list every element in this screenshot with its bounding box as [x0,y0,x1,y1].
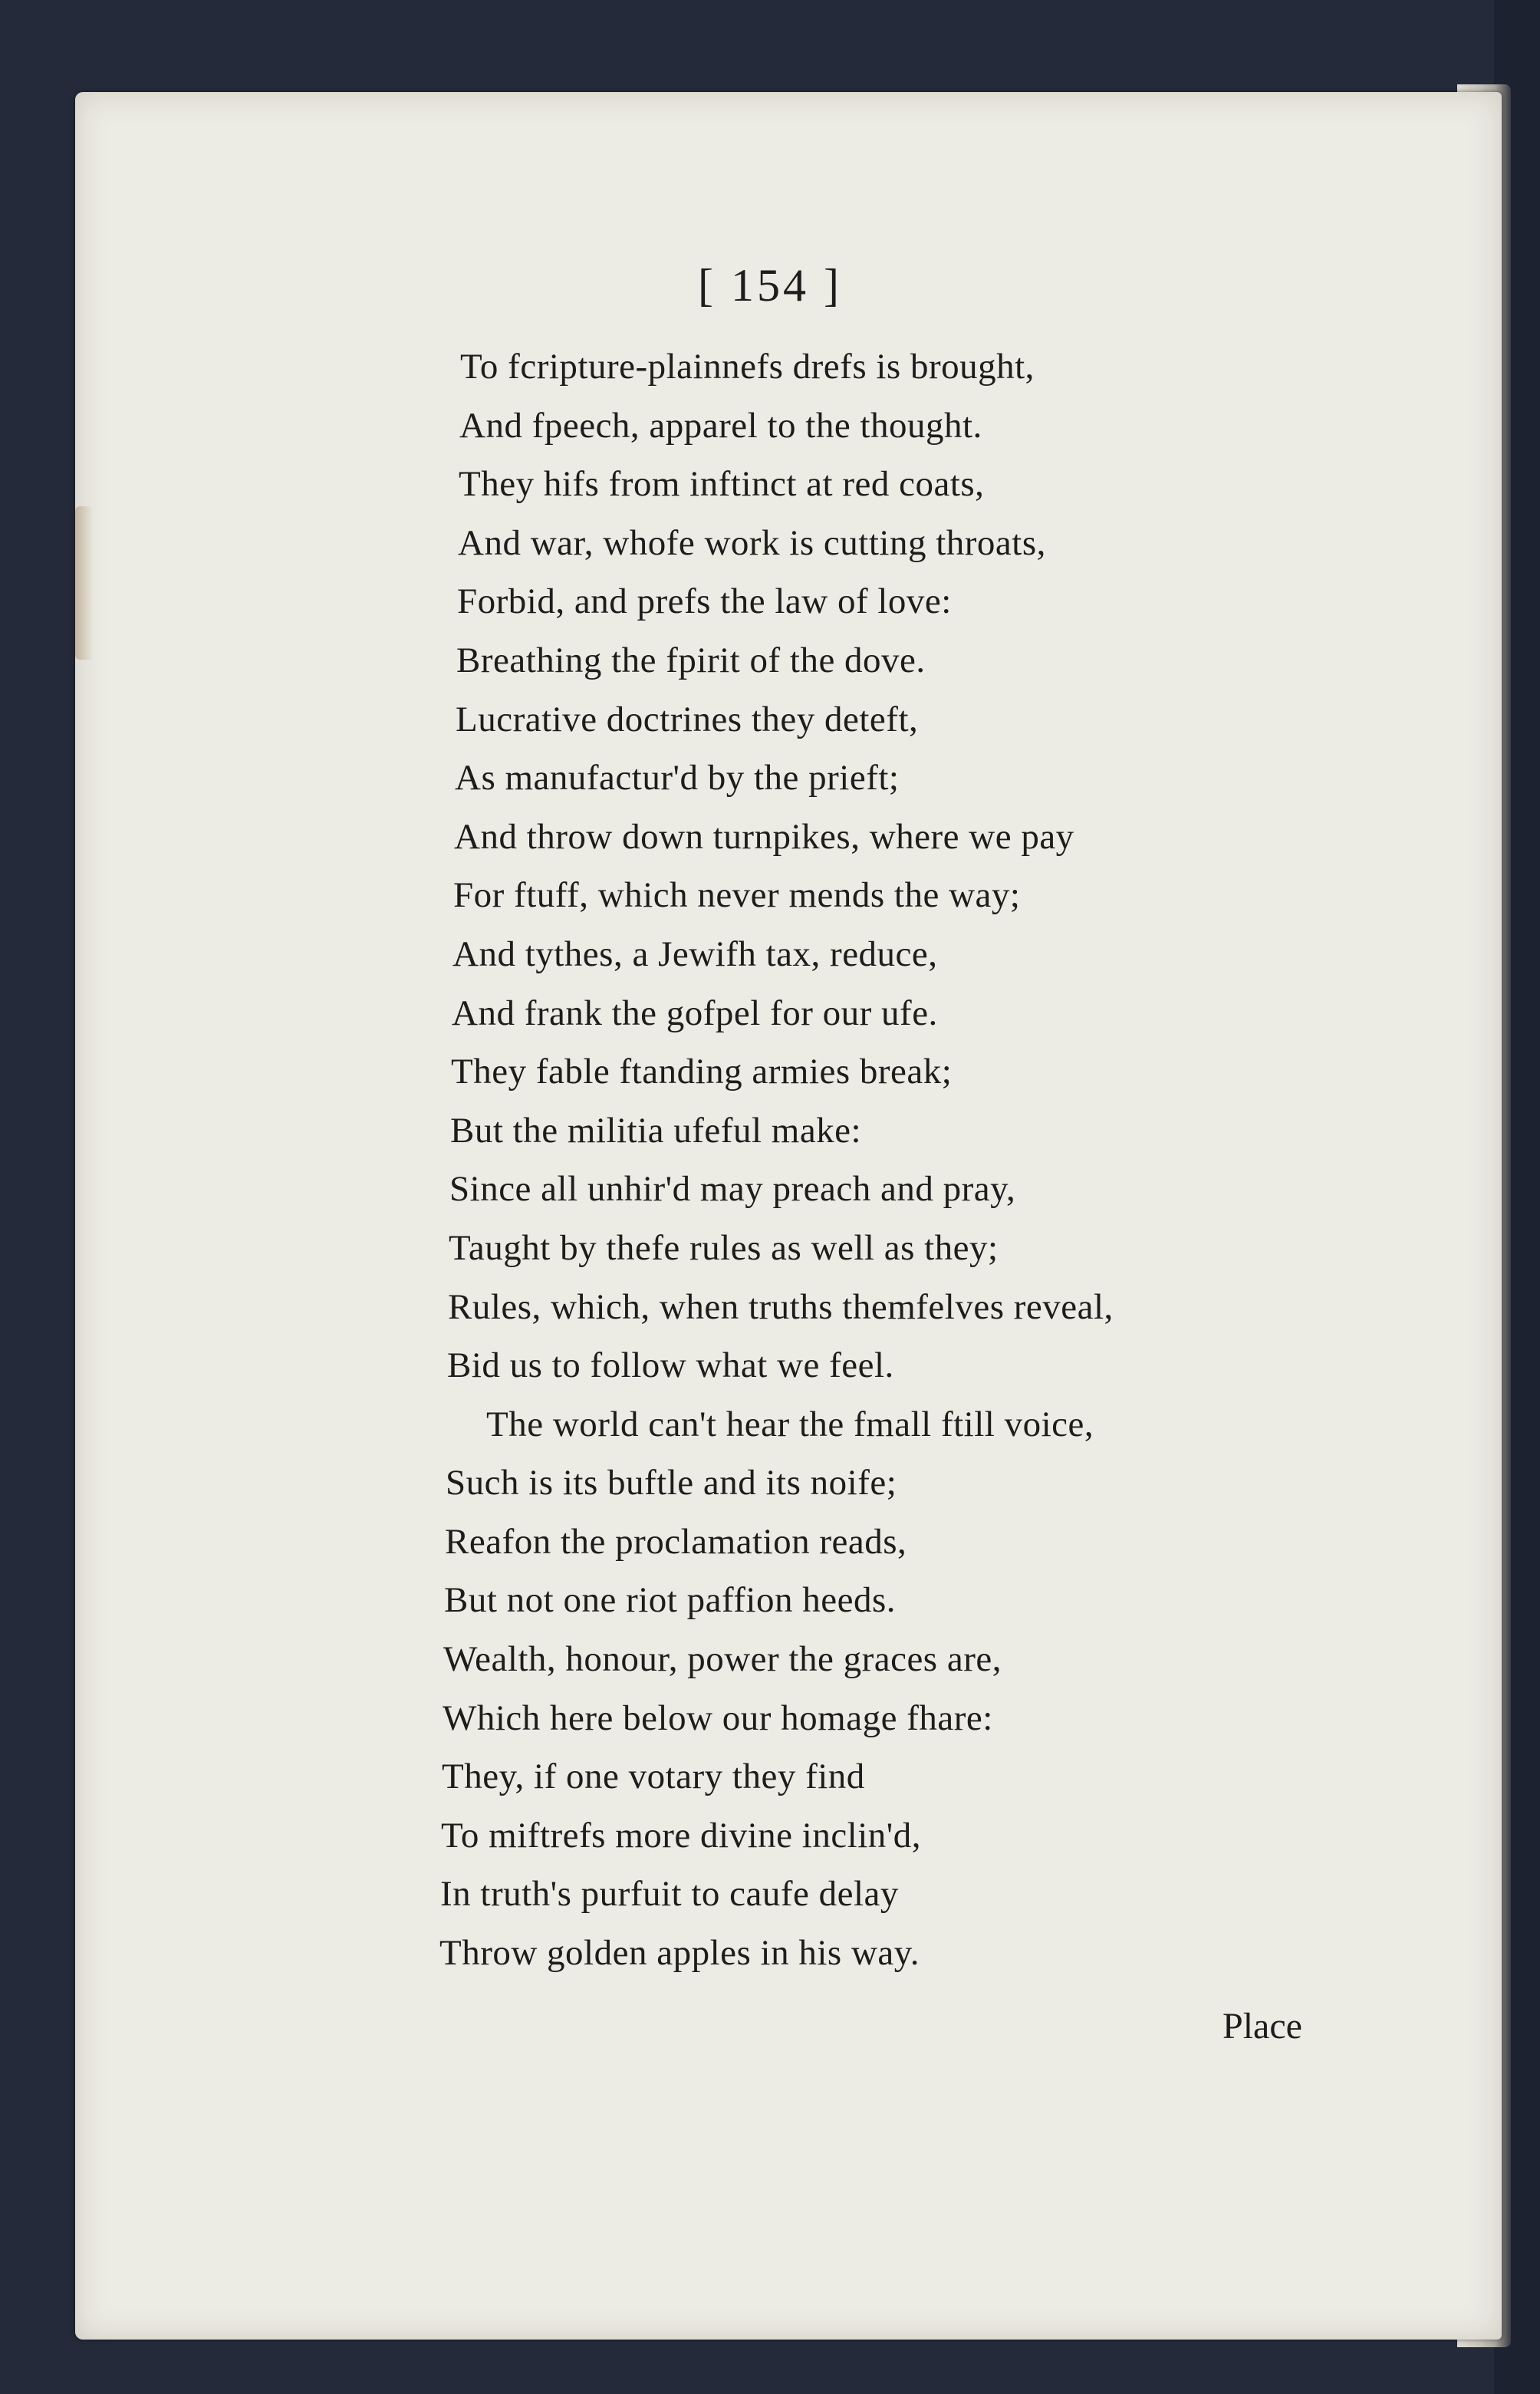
poem-line: To miftrefs more divine inclin'd, [441,1815,922,1856]
poem-line: They hifs from inftinct at red coats, [459,464,985,505]
poem-line: As manufactur'd by the prieft; [455,758,900,799]
poem-line: Bid us to follow what we feel. [447,1345,894,1386]
poem-line: Which here below our homage fhare: [443,1698,993,1738]
poem-line: And tythes, a Jewifh tax, reduce, [452,934,938,974]
poem-line: Wealth, honour, power the graces are, [443,1639,1002,1680]
poem-line: Lucrative doctrines they deteft, [456,699,919,739]
poem-line: Throw golden apples in his way. [439,1933,920,1974]
poem-line: Such is its buftle and its noife; [446,1463,897,1503]
poem-line: And fpeech, apparel to the thought. [459,405,982,446]
poem-line: For ftuff, which never mends the way; [453,875,1021,916]
poem-line: But the militia ufeful make: [450,1110,862,1151]
poem-line: To fcripture-plainnefs drefs is brought, [460,347,1035,387]
poem-line: In truth's purfuit to caufe delay [440,1874,899,1915]
page-number: [ 154 ] [698,260,842,311]
poem-line: And frank the gofpel for our ufe. [452,993,938,1033]
poem-line: Taught by thefe rules as well as they; [449,1227,999,1268]
catchword: Place [1222,2006,1302,2047]
poem-line: The world can't hear the fmall ftill voice, [486,1404,1094,1444]
poem-line: And war, whofe work is cutting throats, [458,522,1046,563]
poem-line: But not one riot paffion heeds. [444,1580,896,1621]
page-stain [75,506,94,660]
poem-line: Breathing the fpirit of the dove. [456,640,926,680]
poem-line: Rules, which, when truths themfelves reveal, [448,1286,1114,1327]
poem-line: And throw down turnpikes, where we pay [454,816,1074,857]
poem-line: Forbid, and prefs the law of love: [457,581,952,622]
poem-line: Reafon the proclamation reads, [445,1521,907,1562]
poem-text [429,338,1426,1983]
poem-line: They, if one votary they find [442,1757,865,1797]
poem-line: They fable ftanding armies break; [451,1052,953,1092]
poem-line: Since all unhir'd may preach and pray, [449,1169,1016,1210]
